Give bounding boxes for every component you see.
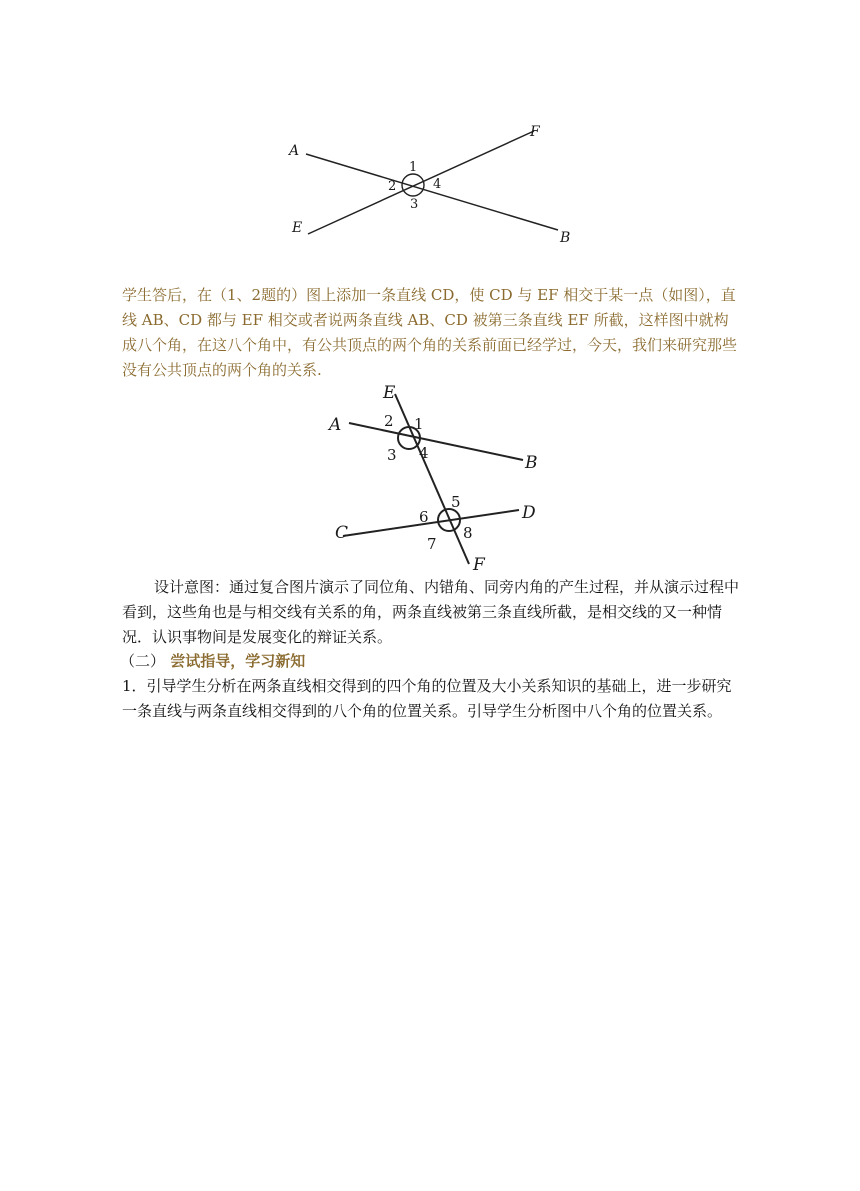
angle-7-label: 7 [427,535,437,553]
line-ab [349,423,523,460]
label-d: D [522,503,536,523]
angle-1-label: 1 [414,415,424,433]
label-e: E [383,383,396,403]
angle-3-label: 3 [410,197,419,212]
line-ef [308,131,534,234]
figure-transversal [325,380,555,575]
angle-4-label: 4 [419,444,429,462]
paragraph-design-intent: 设计意图：通过复合图片演示了同位角、内错角、同旁内角的产生过程，并从演示过程中看到，这些角也是与相交线有关系的角，两条直线被第三条直线所截，是相交线的又一种情况．认识事物间是发展变化的辩证关系。 [122,578,740,646]
label-c: C [335,523,349,543]
paragraph-1: 学生答后，在（1、2题的）图上添加一条直线 CD，使 CD 与 EF 相交于某一点（如图），直线 AB、CD 都与 EF 相交或者说两条直线 AB、CD 被第三条直线 EF 所截，这样图中就构成八个角，在这八个角中，有公共顶点的两个角的关系前面已经学过，今天，我们来研究那些没有公共顶点的两个角的关系. [122,286,738,379]
angle-5-label: 5 [451,493,461,511]
section-number: （二） [120,652,166,670]
angle-6-label: 6 [419,508,429,526]
label-a: A [329,415,342,435]
paragraph-3: 1．引导学生分析在两条直线相交得到的四个角的位置及大小关系知识的基础上，进一步研究一条直线与两条直线相交得到的八个角的位置关系。引导学生分析图中八个角的位置关系。 [122,677,732,720]
angle-8-label: 8 [463,524,473,542]
angle-4-label: 4 [433,177,442,192]
section-title: 尝试指导，学习新知 [170,652,306,670]
label-f: F [473,555,485,575]
section-heading [120,649,305,674]
label-b: B [525,453,538,473]
figure-intersecting-lines [280,120,600,250]
label-b: B [560,230,571,246]
angle-1-label: 1 [409,160,418,175]
angle-2-label: 2 [388,179,397,194]
line-cd [343,510,519,536]
line-ab [306,154,558,230]
angle-3-label: 3 [387,446,397,464]
angle-circle [402,174,424,196]
label-a: A [289,143,300,159]
label-e: E [292,220,303,236]
angle-2-label: 2 [384,412,394,430]
label-f: F [530,124,540,140]
